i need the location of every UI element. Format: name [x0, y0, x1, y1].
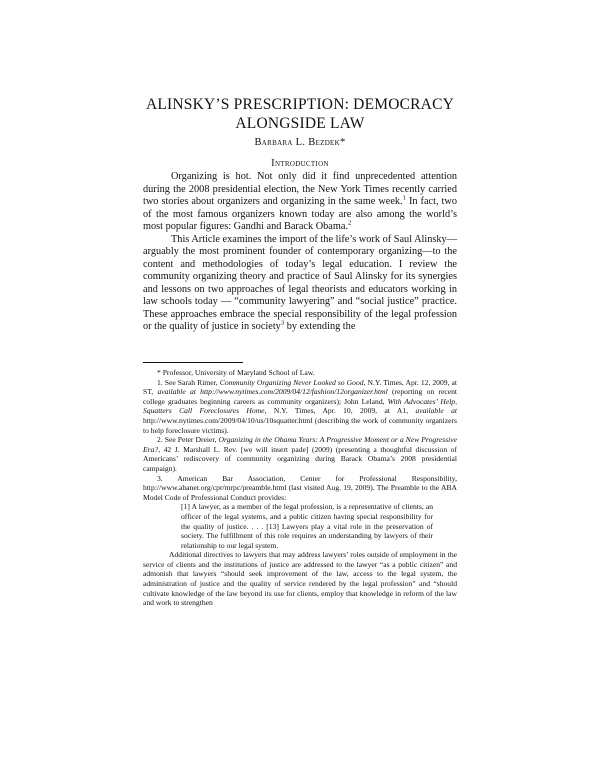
title-line-2: ALONGSIDE LAW: [235, 115, 365, 132]
fn-text: 1. See Sarah Rimer,: [157, 377, 220, 387]
footnote-divider: [143, 362, 243, 363]
fn-text: , N.Y. Times, Apr. 10, 2009, at A1,: [264, 406, 416, 416]
article-title: [120, 95, 480, 133]
fn-italic: available at http://www.nytimes.com/2009/04/12/fashion/12organizer.html: [157, 387, 388, 397]
fn-text: http://www.nytimes.com/2009/04/10/us/10squatter.html (describing the work of community organizers to help foreclosure victims).: [143, 415, 457, 435]
footnotes: [143, 368, 457, 608]
paragraph-text: In fact, two of the most famous organizers known today are also among the world’s most popular figures: Gandhi and Barack Obama.: [143, 196, 457, 232]
footnote-3: 3. American Bar Association, Center for Professional Responsibility, http://www.abanet.org/cpr/mrpc/preamble.html (last visited Aug. 19, 2009). The Preamble to the ABA Model Code of Professional Conduct provides:: [143, 473, 457, 502]
fn-text: 2. See Peter Dreier,: [157, 435, 219, 445]
paragraph-text: by extending the: [284, 321, 356, 332]
fn-italic: available at: [415, 406, 457, 416]
footnote-ref: 1: [402, 194, 406, 202]
section-heading: Introduction: [271, 158, 329, 169]
body-paragraph: [143, 234, 457, 334]
author-byline: Barbara L. Bezdek*: [254, 137, 346, 148]
footnote-ref: 3: [280, 319, 285, 327]
fn-text: (reporting on recent college graduates beginning careers as community organizers); John Leland,: [143, 387, 457, 406]
fn-text: , N.Y. Times, Apr. 12, 2009, at ST,: [143, 377, 458, 397]
footnote-3-continued: Additional directives to lawyers that may address lawyers’ roles outside of employment in the service of clients and the institutions of justice are addressed to the lawyer “as a public citizen” and admonish that lawyers “should seek improvement of the law, access to the legal system, the administration of justice and the quality of service rendered by the legal profession” and “should cultivate knowledge of the law beyond its use for clients, employ that knowledge in reform of the law and work to strengthen: [143, 550, 457, 608]
fn-italic: With Advocates’ Help, Squatters Call Foreclosures Home: [143, 396, 458, 416]
footnote-1: [143, 378, 457, 436]
footnote-ref: 2: [348, 219, 352, 227]
title-line-1: ALINSKY’S PRESCRIPTION: DEMOCRACY: [145, 96, 455, 113]
footnote-star: * Professor, University of Maryland School of Law.: [157, 368, 315, 377]
fn-italic: Community Organizing Never Looked so Good: [219, 377, 364, 387]
paragraph-text: This Article examines the import of the life’s work of Saul Alinsky—arguably the most prominent founder of contemporary organizing—to the content and methodologies of today’s legal education. I review the community organizing theory and practice of Saul Alinsky for its synergies and lessons on two approaches of legal theorists and educators working in law schools today — “community lawyering” and “social justice” practice. These approaches embrace the special responsibility of the legal profession or the quality of justice in society: [143, 233, 457, 332]
footnote-2: [143, 435, 457, 473]
body-text: [143, 171, 457, 334]
fn-text: , 42 J. Marshall L. Rev. [we will insert pade] (2009) (presenting a thoughtful discussion of Americans’ rediscovery of community organizing during Barack Obama’s 2008 presidential campaign).: [143, 444, 457, 473]
block-quote: [1] A lawyer, as a member of the legal profession, is a representative of clients, an officer of the legal systems, and a public citizen having special responsibility for the quality of justice. . . . [13] Lawyers play a vital role in the preservation of society. The fulfillment of this role requires an understanding by lawyers of their relationship to our legal system.: [181, 502, 433, 550]
paragraph-text: Organizing is hot. Not only did it find unprecedented attention during the 2008 presidential election, the New York Times recently carried two stories about organizers and organizing in the same week.: [143, 171, 457, 207]
fn-italic: Organizing in the Obama Years: A Progressive Moment or a New Progressive Era?: [143, 435, 458, 454]
body-paragraph: [143, 171, 457, 234]
